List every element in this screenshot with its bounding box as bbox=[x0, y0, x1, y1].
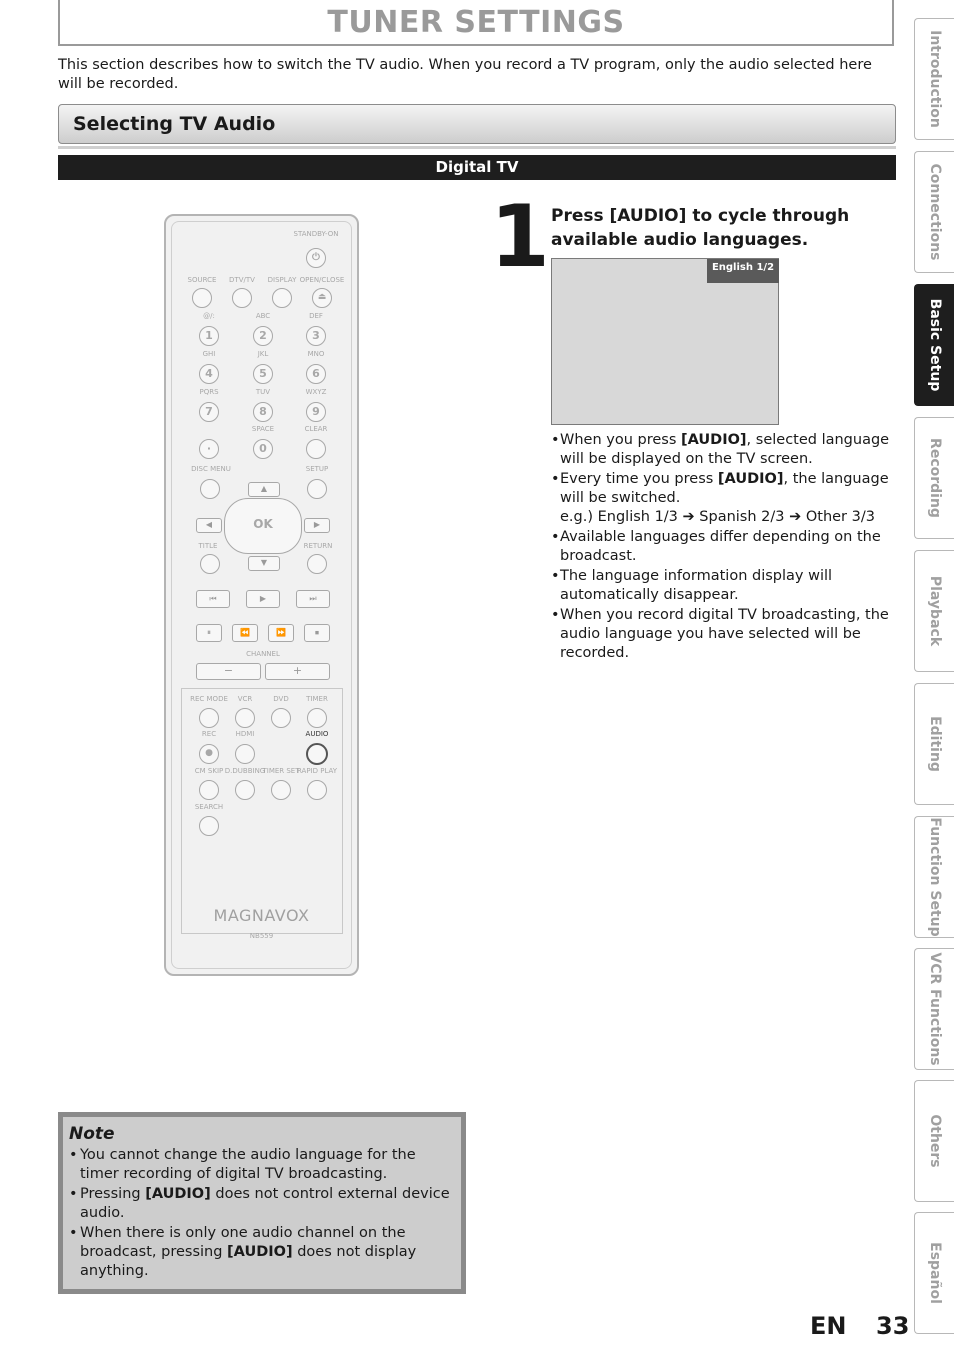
remote-label-title: TITLE bbox=[198, 542, 218, 550]
bullet-marker: • bbox=[551, 607, 560, 623]
remote-label-k4: GHI bbox=[202, 350, 216, 358]
tab-function-setup[interactable]: Function Setup bbox=[914, 816, 954, 938]
remote-control-illustration bbox=[164, 214, 359, 976]
list-item: • Pressing [AUDIO] does not control external device audio. bbox=[69, 1186, 450, 1221]
remote-label-k6: MNO bbox=[307, 350, 325, 358]
section-header bbox=[58, 104, 896, 144]
tab-connections[interactable]: Connections bbox=[914, 151, 954, 273]
step-bullet-list bbox=[551, 431, 891, 664]
remote-label-clear: CLEAR bbox=[304, 425, 328, 433]
clear-button bbox=[306, 439, 326, 459]
number-6-button: 6 bbox=[306, 364, 326, 384]
title-box bbox=[58, 0, 894, 46]
right-arrow-icon: ▶ bbox=[304, 518, 330, 533]
channel-down-button: − bbox=[196, 663, 261, 680]
remote-label-k1: @/: bbox=[203, 312, 215, 320]
bullet-marker: • bbox=[551, 432, 560, 448]
audio-button bbox=[306, 743, 328, 765]
remote-label-source: SOURCE bbox=[187, 276, 217, 284]
list-item: • When you press [AUDIO], selected language will be displayed on the TV screen. bbox=[551, 432, 890, 467]
page-title: TUNER SETTINGS bbox=[327, 5, 625, 40]
remote-label-timer-set: TIMER SET bbox=[262, 767, 300, 775]
list-item: • Available languages differ depending on the broadcast. bbox=[551, 529, 881, 564]
remote-label-audio: AUDIO bbox=[305, 730, 329, 738]
pause-icon: ⏸ bbox=[196, 624, 222, 642]
play-icon: ▶ bbox=[246, 590, 280, 608]
list-item: • Every time you press [AUDIO], the language will be switched. e.g.) English 1/3 ➔ Spanish 2/3 ➔ Other 3/3 bbox=[551, 471, 889, 525]
page-number: 33 bbox=[876, 1312, 910, 1340]
number-4-button: 4 bbox=[199, 364, 219, 384]
bullet-marker: • bbox=[69, 1186, 78, 1202]
vcr-button bbox=[235, 708, 255, 728]
tab-introduction[interactable]: Introduction bbox=[914, 18, 954, 140]
step-heading: Press [AUDIO] to cycle through available audio languages. bbox=[551, 206, 850, 250]
remote-label-timer: TIMER bbox=[306, 695, 328, 703]
number-2-button: 2 bbox=[253, 326, 273, 346]
source-button bbox=[192, 288, 212, 308]
up-arrow-icon: ▲ bbox=[248, 482, 280, 497]
number-8-button: 8 bbox=[253, 402, 273, 422]
list-item: • When you record digital TV broadcasting, the audio language you have selected will be recorded. bbox=[551, 607, 889, 661]
step-number: 1 bbox=[490, 187, 544, 287]
setup-button bbox=[307, 479, 327, 499]
remote-label-k8: TUV bbox=[255, 388, 271, 396]
remote-label-channel: CHANNEL bbox=[246, 650, 280, 658]
remote-label-space: SPACE bbox=[251, 425, 275, 433]
note-box bbox=[58, 1112, 466, 1294]
skip-forward-icon: ⏭ bbox=[296, 590, 330, 608]
timer-button bbox=[307, 708, 327, 728]
remote-brand-logo: MAGNAVOX bbox=[213, 906, 310, 925]
dtvtv-button bbox=[232, 288, 252, 308]
tab-basic-setup[interactable]: Basic Setup bbox=[914, 284, 954, 406]
title-button bbox=[200, 554, 220, 574]
subsection-header bbox=[58, 155, 896, 180]
section-title: Selecting TV Audio bbox=[73, 113, 276, 135]
dot-button: · bbox=[199, 439, 219, 459]
number-3-button: 3 bbox=[306, 326, 326, 346]
left-arrow-icon: ◀ bbox=[196, 518, 222, 533]
number-5-button: 5 bbox=[253, 364, 273, 384]
bullet-marker: • bbox=[551, 471, 560, 487]
number-0-button: 0 bbox=[253, 439, 273, 459]
list-item: • When there is only one audio channel on the broadcast, pressing [AUDIO] does not display anything. bbox=[69, 1225, 417, 1279]
number-9-button: 9 bbox=[306, 402, 326, 422]
bullet-marker: • bbox=[551, 529, 560, 545]
remote-model-number: NB559 bbox=[249, 932, 274, 940]
channel-up-button: + bbox=[265, 663, 330, 680]
number-1-button: 1 bbox=[199, 326, 219, 346]
intro-text: This section describes how to switch the TV audio. When you record a TV program, only the audio selected here will be recorded. bbox=[58, 57, 872, 92]
d-dubbing-button bbox=[235, 780, 255, 800]
fast-forward-icon: ⏩ bbox=[268, 624, 294, 642]
remote-label-rec: REC bbox=[201, 730, 217, 738]
remote-label-k9: WXYZ bbox=[305, 388, 327, 396]
number-7-button: 7 bbox=[199, 402, 219, 422]
remote-label-dvd: DVD bbox=[273, 695, 289, 703]
remote-label-hdmi: HDMI bbox=[235, 730, 255, 738]
language-marker: EN bbox=[810, 1312, 847, 1340]
remote-label-k2: ABC bbox=[255, 312, 271, 320]
note-title: Note bbox=[69, 1124, 115, 1144]
stop-icon: ⏹ bbox=[304, 624, 330, 642]
eject-icon: ⏏ bbox=[312, 288, 332, 308]
cm-skip-button bbox=[199, 780, 219, 800]
remote-label-k5: JKL bbox=[257, 350, 269, 358]
language-cycle-example: e.g.) English 1/3 ➔ Spanish 2/3 ➔ Other 3/3 bbox=[560, 509, 875, 525]
subsection-title: Digital TV bbox=[435, 158, 519, 176]
list-item: • You cannot change the audio language for the timer recording of digital TV broadcasting. bbox=[69, 1147, 416, 1182]
tab-editing[interactable]: Editing bbox=[914, 683, 954, 805]
record-dot-icon: ● bbox=[199, 744, 219, 764]
hdmi-button bbox=[235, 744, 255, 764]
ok-button: OK bbox=[253, 517, 273, 531]
remote-label-rec-mode: REC MODE bbox=[190, 695, 228, 703]
list-item: • The language information display will automatically disappear. bbox=[551, 568, 833, 603]
rec-mode-button bbox=[199, 708, 219, 728]
remote-label-vcr: VCR bbox=[237, 695, 253, 703]
remote-label-dtvtv: DTV/TV bbox=[229, 276, 255, 284]
remote-label-disc-menu: DISC MENU bbox=[191, 465, 231, 473]
remote-label-return: RETURN bbox=[303, 542, 333, 550]
display-button bbox=[272, 288, 292, 308]
remote-label-search: SEARCH bbox=[194, 803, 224, 811]
remote-label-rapid-play: RAPID PLAY bbox=[296, 767, 338, 775]
remote-label-d-dubbing: D.DUBBING bbox=[224, 767, 266, 775]
remote-label-display: DISPLAY bbox=[267, 276, 297, 284]
remote-label-standby: STANDBY-ON bbox=[293, 230, 339, 238]
section-divider bbox=[58, 146, 896, 149]
tab-espanol[interactable]: Español bbox=[914, 1212, 954, 1334]
remote-label-k7: PQRS bbox=[199, 388, 219, 396]
dvd-button bbox=[271, 708, 291, 728]
rapid-play-button bbox=[307, 780, 327, 800]
remote-label-k3: DEF bbox=[309, 312, 323, 320]
remote-label-setup: SETUP bbox=[305, 465, 329, 473]
power-icon: ⏻ bbox=[306, 248, 326, 268]
bullet-marker: • bbox=[69, 1225, 78, 1241]
tab-others[interactable]: Others bbox=[914, 1080, 954, 1202]
audio-language-osd: English 1/2 bbox=[707, 259, 779, 283]
bullet-marker: • bbox=[551, 568, 560, 584]
remote-label-cm-skip: CM SKIP bbox=[194, 767, 224, 775]
tab-vcr-functions[interactable]: VCR Functions bbox=[914, 948, 954, 1070]
down-arrow-icon: ▼ bbox=[248, 556, 280, 571]
timer-set-button bbox=[271, 780, 291, 800]
tab-recording[interactable]: Recording bbox=[914, 417, 954, 539]
bullet-marker: • bbox=[69, 1147, 78, 1163]
remote-label-openclose: OPEN/CLOSE bbox=[299, 276, 345, 284]
return-button bbox=[307, 554, 327, 574]
rewind-icon: ⏪ bbox=[232, 624, 258, 642]
skip-back-icon: ⏮ bbox=[196, 590, 230, 608]
disc-menu-button bbox=[200, 479, 220, 499]
tab-playback[interactable]: Playback bbox=[914, 550, 954, 672]
search-button bbox=[199, 816, 219, 836]
tv-screen-illustration bbox=[551, 258, 779, 425]
